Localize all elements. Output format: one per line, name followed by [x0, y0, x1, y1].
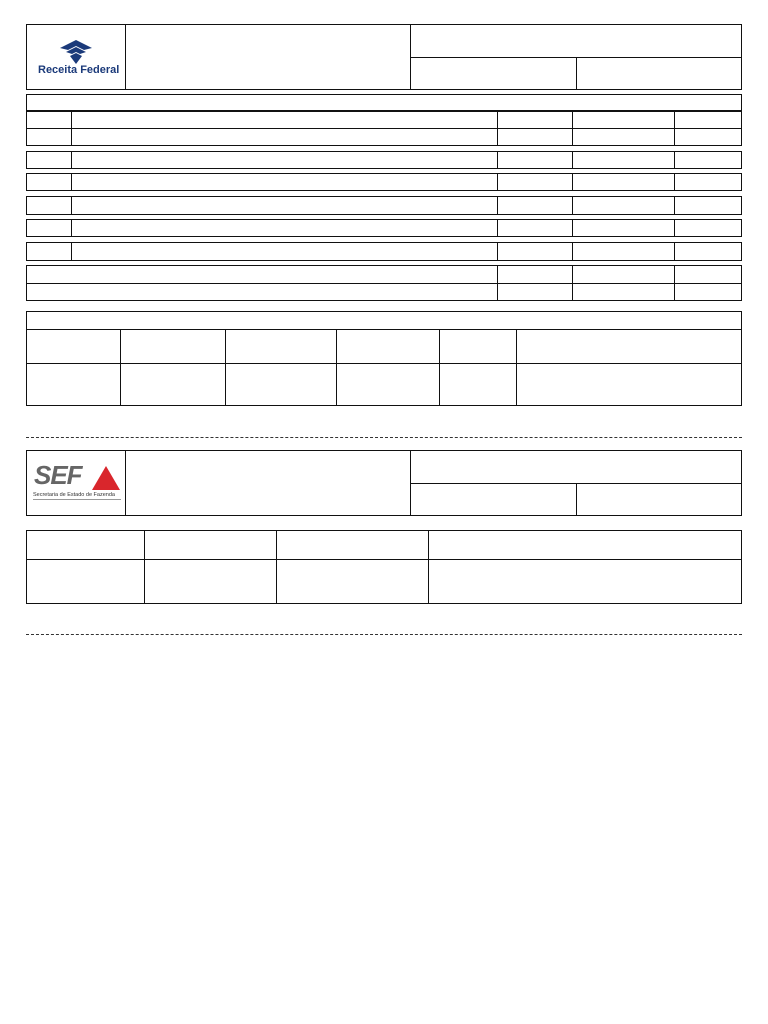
sef-underline — [33, 499, 121, 500]
cut-line — [26, 634, 742, 635]
divider — [125, 24, 126, 90]
divider — [71, 111, 72, 146]
item-row-3 — [26, 173, 742, 191]
sef-logo — [32, 460, 122, 504]
item-row-5 — [26, 219, 742, 237]
divider — [576, 483, 577, 516]
divider — [674, 151, 675, 169]
divider — [497, 265, 498, 301]
divider — [125, 450, 126, 516]
divider — [674, 242, 675, 261]
divider — [336, 329, 337, 406]
divider — [572, 196, 573, 215]
divider — [26, 363, 742, 364]
divider — [674, 265, 675, 301]
divider — [276, 530, 277, 604]
divider — [516, 329, 517, 406]
divider — [497, 219, 498, 237]
divider — [674, 196, 675, 215]
divider — [71, 151, 72, 169]
divider — [225, 329, 226, 406]
item-table-title-row — [26, 94, 742, 111]
item-row-2 — [26, 151, 742, 169]
divider — [674, 219, 675, 237]
divider — [497, 196, 498, 215]
cut-line — [26, 437, 742, 438]
state-table — [26, 530, 742, 604]
divider — [144, 530, 145, 604]
divider — [497, 242, 498, 261]
divider — [572, 111, 573, 146]
divider — [674, 111, 675, 146]
divider — [576, 57, 577, 90]
divider — [71, 242, 72, 261]
divider — [572, 151, 573, 169]
divider — [26, 283, 742, 284]
divider — [120, 329, 121, 406]
receita-federal-logo — [36, 38, 120, 80]
divider — [439, 329, 440, 406]
divider — [26, 329, 742, 330]
divider — [71, 219, 72, 237]
divider — [674, 173, 675, 191]
divider — [497, 111, 498, 146]
payment-table — [26, 311, 742, 406]
divider — [572, 219, 573, 237]
item-row-6 — [26, 242, 742, 261]
divider — [26, 559, 742, 560]
divider — [71, 173, 72, 191]
receita-emblem-icon — [36, 38, 116, 66]
divider — [26, 128, 742, 129]
divider — [428, 530, 429, 604]
divider — [71, 196, 72, 215]
divider — [572, 173, 573, 191]
receita-federal-wordmark: Receita Federal — [38, 64, 120, 76]
divider — [497, 173, 498, 191]
divider — [572, 265, 573, 301]
sef-subtitle: Secretaria de Estado de Fazenda — [33, 492, 115, 498]
divider — [497, 151, 498, 169]
item-row-4 — [26, 196, 742, 215]
divider — [572, 242, 573, 261]
sef-wordmark: SEF — [34, 460, 82, 490]
triangle-icon — [92, 466, 122, 492]
